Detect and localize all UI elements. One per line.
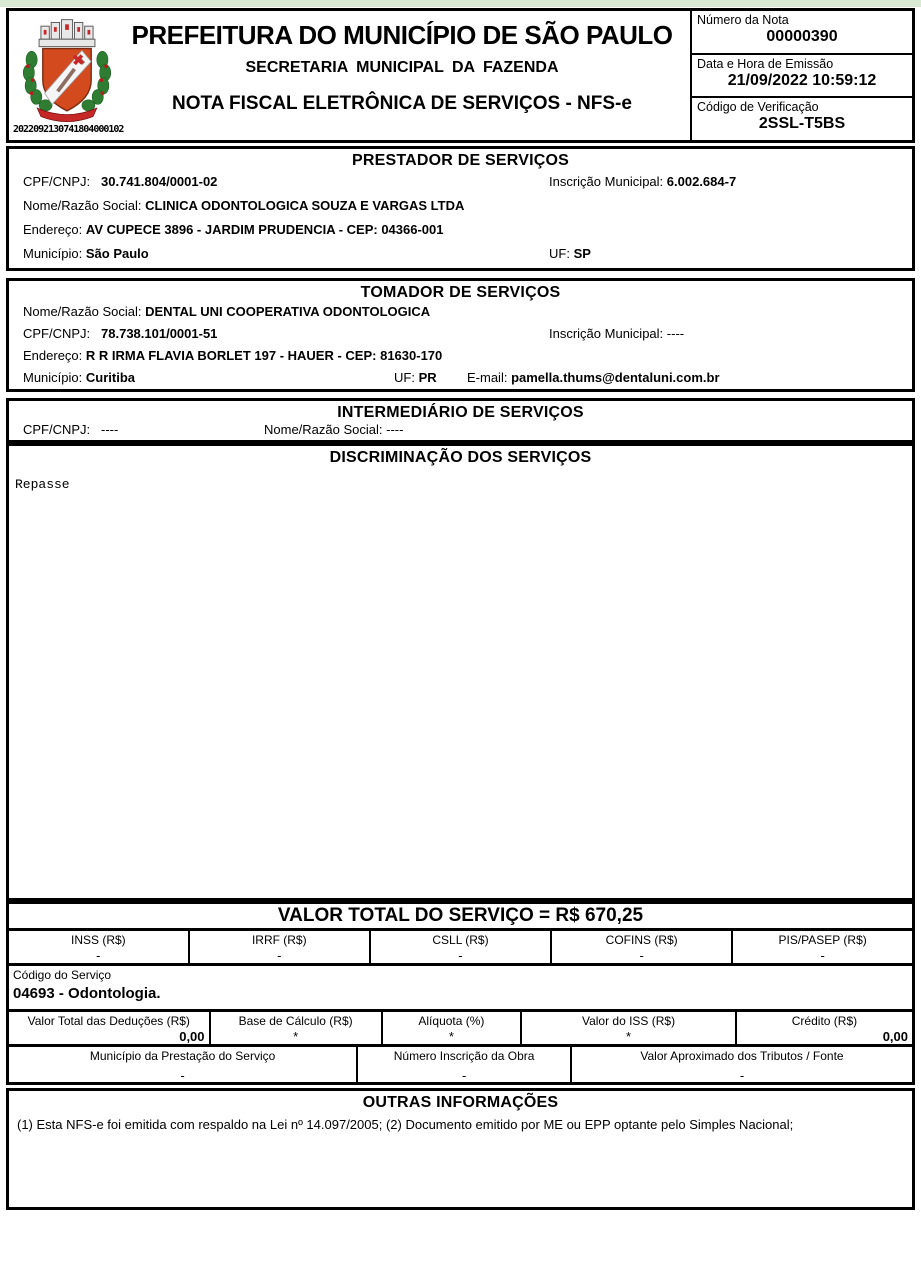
valor-total-text: VALOR TOTAL DO SERVIÇO = R$ 670,25 (277, 905, 644, 926)
tax-col-csll: CSLL (R$) (432, 933, 489, 947)
prestador-cnpj-label: CPF/CNPJ: (23, 174, 91, 189)
header-meta (690, 11, 912, 140)
tax-col-irrf: IRRF (R$) (251, 933, 307, 947)
tax-val-csll: - (458, 948, 463, 963)
tomador-municipio-value: Curitiba (85, 370, 135, 385)
prestador-inscricao-label: Inscrição Municipal: (549, 174, 664, 189)
prestador-municipio-label: Município: (23, 246, 83, 261)
prestador-uf-label: UF: (549, 246, 570, 261)
intermediario-cnpj-label: CPF/CNPJ: (23, 422, 91, 437)
header-left (9, 11, 690, 140)
document-barcode-number: 2022092130741804000102 (13, 124, 124, 135)
discriminacao-title: DISCRIMINAÇÃO DOS SERVIÇOS (329, 449, 592, 466)
sao-paulo-coat-of-arms-icon (17, 15, 117, 123)
ded-val-iss: * (626, 1029, 632, 1044)
header-titles (114, 11, 690, 115)
loc-col-obra: Número Inscrição da Obra (393, 1049, 535, 1063)
prestador-endereco-value: AV CUPECE 3896 - JARDIM PRUDENCIA - CEP: 04366-001 (85, 222, 444, 237)
prestador-nome-label: Nome/Razão Social: (23, 198, 142, 213)
ded-val-aliquota: * (448, 1029, 454, 1044)
tax-val-inss: - (96, 948, 101, 963)
ded-col-deducoes: Valor Total das Deduções (R$) (27, 1014, 190, 1028)
note-number-cell (692, 11, 912, 53)
tomador-section (6, 278, 915, 392)
valor-total-section (6, 901, 915, 928)
header-section (6, 8, 915, 143)
local-prestacao-table (6, 1047, 915, 1085)
tax-val-pis: - (820, 948, 825, 963)
prestador-section (6, 146, 915, 271)
org-department: SECRETARIA MUNICIPAL DA FAZENDA (245, 59, 559, 76)
tomador-uf-value: PR (418, 370, 437, 385)
tomador-cnpj-label: CPF/CNPJ: (23, 326, 91, 341)
intermediario-nome-value: ---- (386, 422, 404, 437)
tomador-title: TOMADOR DE SERVIÇOS (360, 284, 561, 301)
intermediario-cnpj-value: ---- (101, 422, 119, 437)
prestador-municipio-value: São Paulo (85, 246, 149, 261)
ded-col-credito: Crédito (R$) (791, 1014, 858, 1028)
federal-taxes-table (6, 928, 915, 966)
prestador-endereco-label: Endereço: (23, 222, 83, 237)
codigo-servico-section (6, 966, 915, 1009)
outras-text: (1) Esta NFS-e foi emitida com respaldo na Lei nº 14.097/2005; (2) Documento emitido por ME ou EPP optante pelo Simples Nacional; (17, 1117, 794, 1132)
emission-cell (692, 53, 912, 97)
loc-col-tributos: Valor Aproximado dos Tributos / Fonte (640, 1049, 844, 1063)
deducoes-table (6, 1009, 915, 1047)
verification-value: 2SSL-T5BS (758, 115, 846, 133)
tomador-cnpj-value: 78.738.101/0001-51 (101, 326, 218, 341)
note-number-label: Número da Nota (697, 13, 789, 27)
loc-val-obra: - (461, 1068, 467, 1083)
document-title: NOTA FISCAL ELETRÔNICA DE SERVIÇOS - NFS-e (172, 93, 632, 114)
intermediario-nome-label: Nome/Razão Social: (264, 422, 383, 437)
tax-val-cofins: - (639, 948, 644, 963)
tomador-inscricao-value: ---- (666, 326, 685, 341)
tomador-municipio-label: Município: (23, 370, 83, 385)
tax-col-pis: PIS/PASEP (R$) (778, 933, 867, 947)
ded-val-credito: 0,00 (882, 1029, 908, 1044)
verification-label: Código de Verificação (697, 100, 819, 115)
emission-label: Data e Hora de Emissão (697, 56, 834, 71)
tax-val-irrf: - (277, 948, 282, 963)
prestador-inscricao-value: 6.002.684-7 (666, 174, 737, 189)
outras-title: OUTRAS INFORMAÇÕES (362, 1094, 559, 1111)
tomador-nome-label: Nome/Razão Social: (23, 304, 142, 319)
ded-val-deducoes: 0,00 (179, 1029, 205, 1044)
tax-col-inss: INSS (R$) (71, 933, 126, 947)
outras-informacoes-section (6, 1088, 915, 1210)
codigo-servico-label: Código do Serviço (13, 968, 112, 982)
ded-col-aliquota: Alíquota (%) (418, 1014, 485, 1028)
tomador-endereco-label: Endereço: (23, 348, 83, 363)
tomador-nome-value: DENTAL UNI COOPERATIVA ODONTOLOGICA (145, 304, 431, 319)
prestador-uf-value: SP (573, 246, 591, 261)
page-top-strip (0, 0, 921, 7)
nfse-document (6, 8, 915, 1210)
ded-val-base: * (293, 1029, 299, 1044)
tax-col-cofins: COFINS (R$) (605, 933, 678, 947)
intermediario-section (6, 398, 915, 443)
prestador-nome-value: CLINICA ODONTOLOGICA SOUZA E VARGAS LTDA (145, 198, 465, 213)
emission-value: 21/09/2022 10:59:12 (727, 71, 877, 89)
org-name: PREFEITURA DO MUNICÍPIO DE SÃO PAULO (131, 20, 673, 50)
loc-val-municipio: - (180, 1068, 185, 1083)
discriminacao-section (6, 443, 915, 901)
tomador-email-value: pamella.thums@dentaluni.com.br (511, 370, 720, 385)
discriminacao-content: Repasse (15, 477, 70, 492)
verification-cell (692, 96, 912, 140)
ded-col-base: Base de Cálculo (R$) (238, 1014, 353, 1028)
tomador-inscricao-label: Inscrição Municipal: (549, 326, 664, 341)
intermediario-title: INTERMEDIÁRIO DE SERVIÇOS (337, 404, 584, 421)
tomador-email-label: E-mail: (467, 370, 508, 385)
tomador-uf-label: UF: (394, 370, 415, 385)
ded-col-iss: Valor do ISS (R$) (581, 1014, 676, 1028)
tomador-endereco-value: R R IRMA FLAVIA BORLET 197 - HAUER - CEP: 81630-170 (85, 348, 443, 363)
loc-col-municipio: Município da Prestação do Serviço (89, 1049, 276, 1063)
codigo-servico-value: 04693 - Odontologia. (13, 985, 161, 1002)
loc-val-tributos: - (739, 1068, 745, 1083)
prestador-cnpj-value: 30.741.804/0001-02 (101, 174, 218, 189)
note-number-value: 00000390 (766, 28, 838, 45)
prestador-title: PRESTADOR DE SERVIÇOS (352, 152, 569, 169)
